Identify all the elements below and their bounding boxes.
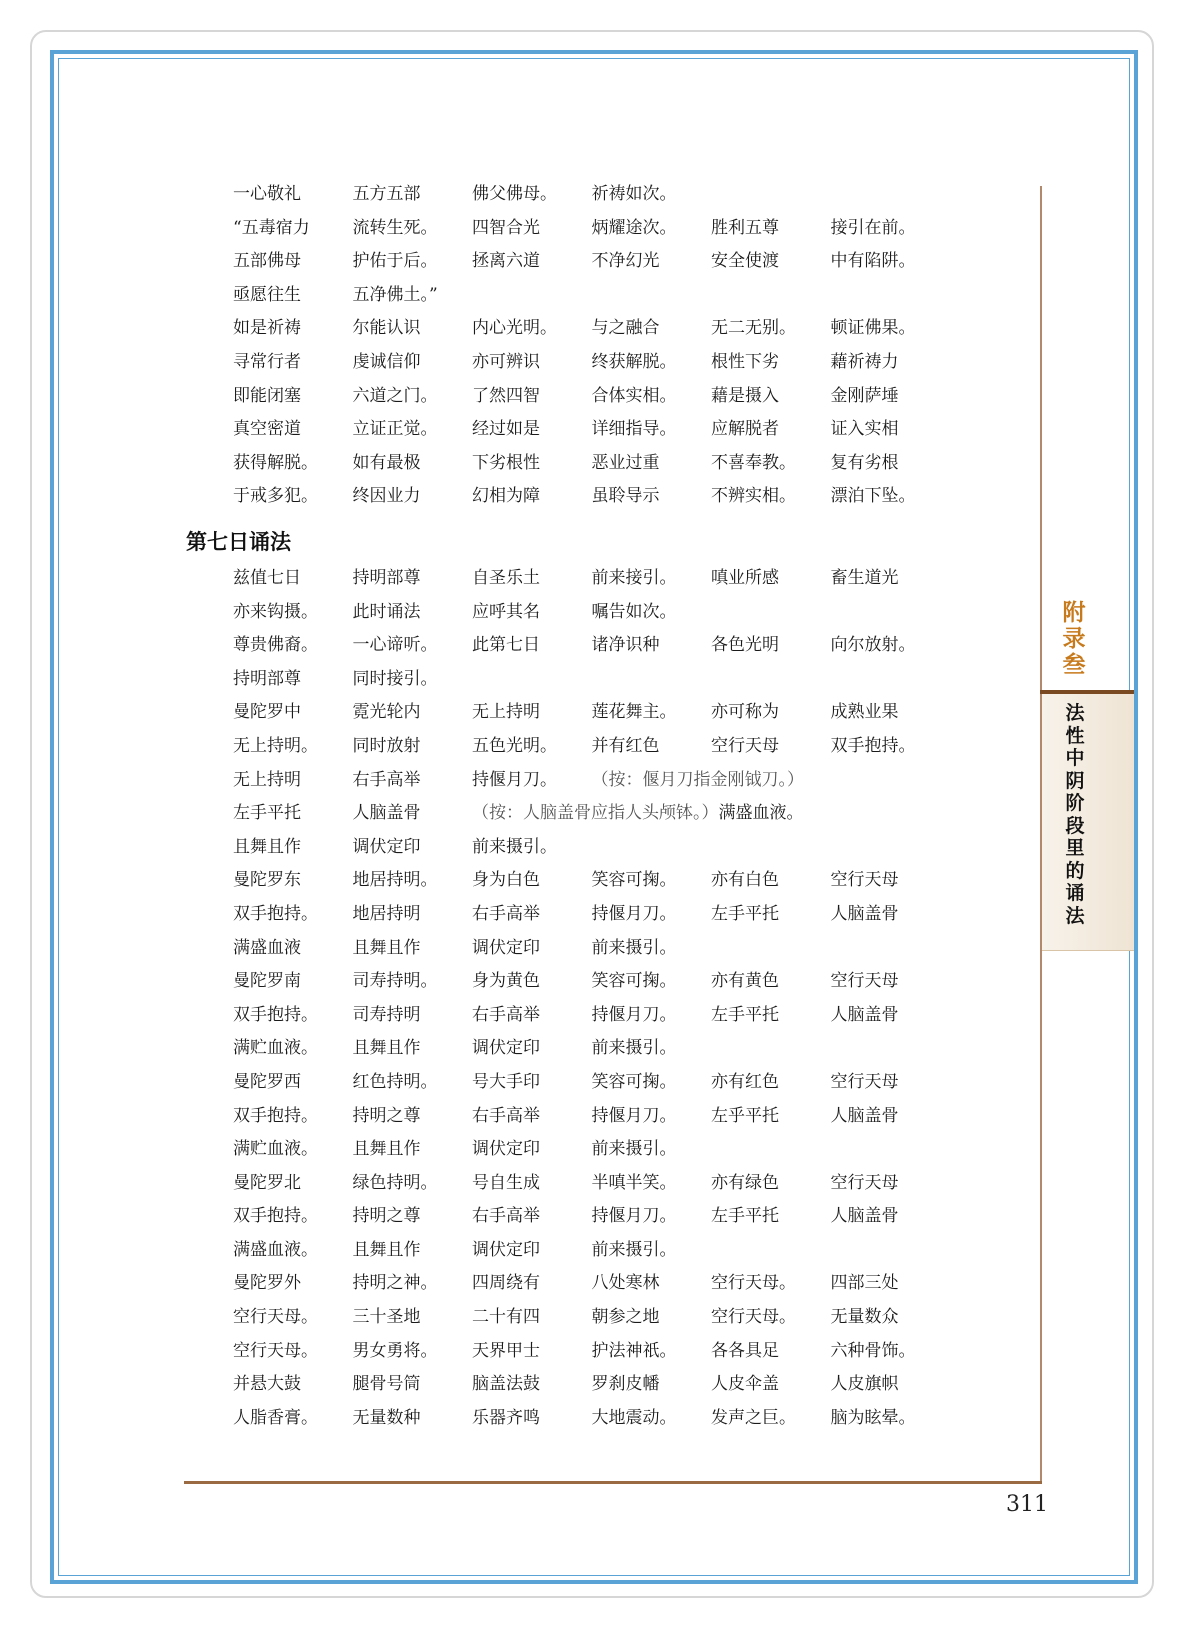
verse-phrase: 且舞且作 xyxy=(352,937,421,958)
verse-phrase: 流转生死。 xyxy=(352,217,438,238)
verse-phrase: 且舞且作 xyxy=(352,1239,421,1260)
verse-phrase: 曼陀罗中 xyxy=(233,702,301,723)
verse-line xyxy=(233,1032,953,1066)
verse-phrase: 四周绕有 xyxy=(472,1273,540,1294)
verse-phrase: 调伏定印 xyxy=(472,1038,540,1059)
verse-phrase: 不辨实相。 xyxy=(711,486,796,507)
verse-phrase: 人脑盖骨 xyxy=(830,1004,899,1025)
verse-phrase: 顿证佛果。 xyxy=(830,318,916,339)
verse-phrase: 调伏定印 xyxy=(472,1139,540,1160)
verse-phrase: 人脑盖骨 xyxy=(352,803,421,824)
verse-phrase: 合体实相。 xyxy=(591,385,677,406)
verse-phrase: 中有陷阱。 xyxy=(830,251,916,272)
verse-phrase: 自圣乐土 xyxy=(472,568,540,588)
verse-phrase: 右手高举 xyxy=(472,1105,540,1126)
verse-phrase: 恶业过重 xyxy=(591,452,660,473)
verse-phrase: 亦有黄色 xyxy=(711,971,779,992)
verse-phrase: 身为黄色 xyxy=(472,971,540,992)
verse-phrase: 天界甲士 xyxy=(472,1340,540,1361)
verse-phrase: 人脑盖骨 xyxy=(830,903,899,924)
verse-phrase: 虔诚信仰 xyxy=(352,351,421,372)
verse-phrase: 男女勇将。 xyxy=(352,1340,438,1361)
verse-phrase: 根性下劣 xyxy=(711,351,779,372)
verse-phrase: 地居持明。 xyxy=(352,870,438,891)
verse-phrase: 二十有四 xyxy=(472,1307,540,1328)
verse-phrase: 持偃月刀。 xyxy=(591,1206,677,1227)
verse-line xyxy=(233,596,953,630)
verse-phrase: 双手抱持。 xyxy=(233,1105,318,1126)
verse-line xyxy=(233,1335,953,1369)
verse-phrase: 右手高举 xyxy=(472,903,540,924)
verse-phrase: 人脑盖骨 xyxy=(830,1206,899,1227)
verse-phrase: 发声之巨。 xyxy=(711,1407,796,1428)
verse-line xyxy=(233,898,953,932)
verse-phrase: 此时诵法 xyxy=(352,601,421,622)
verse-phrase: 了然四智 xyxy=(472,385,540,406)
verse-phrase: 详细指导。 xyxy=(591,419,677,440)
verse-phrase: 人皮伞盖 xyxy=(711,1374,779,1395)
verse-phrase: 前来摄引。 xyxy=(591,937,677,958)
verse-phrase: 胜利五尊 xyxy=(711,217,779,238)
verse-line xyxy=(233,1267,953,1301)
verse-phrase: 嗔业所感 xyxy=(711,568,779,588)
verse-phrase: 八处寒林 xyxy=(591,1273,660,1294)
verse-phrase: 终获解脱。 xyxy=(591,351,677,372)
verse-phrase: 终因业力 xyxy=(352,486,421,507)
verse-line xyxy=(233,629,953,663)
page-number: 311 xyxy=(1006,1492,1048,1517)
verse-phrase: 满盛血液。 xyxy=(718,803,804,824)
verse-phrase: 亦来钩摄。 xyxy=(233,601,318,622)
verse-block-two xyxy=(233,562,953,1435)
verse-phrase: 应呼其名 xyxy=(472,601,540,622)
verse-phrase: 空行天母。 xyxy=(711,1307,796,1328)
verse-phrase: 证入实相 xyxy=(830,419,899,440)
appendix-label: 附录叁 xyxy=(1062,600,1086,678)
verse-phrase: 左手平托 xyxy=(233,803,301,824)
verse-phrase: 一心敬礼 xyxy=(233,184,301,204)
verse-line xyxy=(233,764,953,798)
verse-phrase: 此第七日 xyxy=(472,635,540,656)
verse-phrase: “五毒宿力 xyxy=(233,217,310,238)
verse-phrase: 笑容可掬。 xyxy=(591,971,677,992)
verse-phrase: 内心光明。 xyxy=(472,318,557,339)
verse-phrase: 幻相为障 xyxy=(472,486,540,507)
bottom-rule xyxy=(184,1481,1042,1484)
verse-phrase: 亦有红色 xyxy=(711,1071,779,1092)
verse-phrase: 五净佛土。” xyxy=(352,284,438,305)
verse-phrase: 六种骨饰。 xyxy=(830,1340,916,1361)
verse-line xyxy=(233,212,953,246)
verse-phrase: 佛父佛母。 xyxy=(472,184,557,204)
verse-phrase: 护佑于后。 xyxy=(352,251,438,272)
verse-line xyxy=(233,864,953,898)
verse-phrase: 右手高举 xyxy=(472,1004,540,1025)
verse-phrase: 真空密道 xyxy=(233,419,301,440)
verse-phrase: 调伏定印 xyxy=(472,1239,540,1260)
verse-phrase: 持明部尊 xyxy=(233,668,301,689)
verse-phrase: 绿色持明。 xyxy=(352,1172,438,1193)
verse-line xyxy=(233,1100,953,1134)
verse-phrase: 空行天母 xyxy=(711,735,779,756)
verse-phrase: 持明之尊 xyxy=(352,1105,421,1126)
verse-phrase: 祈祷如次。 xyxy=(591,184,677,204)
verse-line xyxy=(233,245,953,279)
verse-phrase: 调伏定印 xyxy=(352,836,421,857)
verse-phrase: 亦可辨识 xyxy=(472,351,540,372)
verse-phrase: 立证正觉。 xyxy=(352,419,438,440)
verse-phrase: 右手高举 xyxy=(472,1206,540,1227)
verse-phrase: 一心谛听。 xyxy=(352,635,438,656)
verse-phrase: 畜生道光 xyxy=(830,568,899,588)
verse-phrase: 且舞且作 xyxy=(352,1139,421,1160)
verse-phrase: 同时接引。 xyxy=(352,668,438,689)
verse-phrase: 三十圣地 xyxy=(352,1307,421,1328)
verse-phrase: 持偃月刀。 xyxy=(472,769,557,790)
verse-phrase: 持偃月刀。 xyxy=(591,1004,677,1025)
verse-line xyxy=(233,1167,953,1201)
verse-phrase: 大地震动。 xyxy=(591,1407,677,1428)
verse-phrase: 亦可称为 xyxy=(711,702,779,723)
verse-phrase: 接引在前。 xyxy=(830,217,916,238)
verse-phrase: 获得解脱。 xyxy=(233,452,318,473)
verse-phrase: 满盛血液 xyxy=(233,937,301,958)
verse-phrase: 无量数种 xyxy=(352,1407,421,1428)
verse-phrase: 与之融合 xyxy=(591,318,660,339)
verse-phrase: 持明之神。 xyxy=(352,1273,438,1294)
verse-line xyxy=(233,965,953,999)
verse-phrase: 人脂香膏。 xyxy=(233,1407,318,1428)
verse-phrase: 双手抱持。 xyxy=(233,1206,318,1227)
verse-line xyxy=(233,797,953,831)
verse-phrase: 各色光明 xyxy=(711,635,779,656)
verse-phrase: 拯离六道 xyxy=(472,251,540,272)
verse-phrase: 不喜奉教。 xyxy=(711,452,796,473)
annotation-note: （按：偃月刀指金刚钺刀。） xyxy=(591,769,804,790)
verse-phrase: 四智合光 xyxy=(472,217,540,238)
verse-phrase: 身为白色 xyxy=(472,870,540,891)
verse-phrase: 安全使渡 xyxy=(711,251,779,272)
verse-phrase: 并悬大鼓 xyxy=(233,1374,301,1395)
verse-phrase: 五部佛母 xyxy=(233,251,301,272)
verse-phrase: 曼陀罗东 xyxy=(233,870,301,891)
verse-phrase: 左手平托 xyxy=(711,1206,779,1227)
verse-line xyxy=(233,1234,953,1268)
verse-phrase: 曼陀罗外 xyxy=(233,1273,301,1294)
verse-line xyxy=(233,380,953,414)
verse-phrase: 腿骨号筒 xyxy=(352,1374,421,1395)
verse-phrase: 如有最极 xyxy=(352,452,421,473)
verse-phrase: 五方五部 xyxy=(352,184,421,204)
verse-phrase: 前来摄引。 xyxy=(591,1239,677,1260)
verse-block-one xyxy=(233,178,953,514)
verse-phrase: 不净幻光 xyxy=(591,251,660,272)
verse-line xyxy=(233,932,953,966)
verse-phrase: 右手高举 xyxy=(352,769,421,790)
verse-line xyxy=(233,279,953,313)
verse-phrase: 炳耀途次。 xyxy=(591,217,677,238)
verse-phrase: 前来摄引。 xyxy=(591,1139,677,1160)
verse-phrase: 人脑盖骨 xyxy=(830,1105,899,1126)
verse-phrase: 并有红色 xyxy=(591,735,660,756)
section-heading: 第七日诵法 xyxy=(186,530,291,554)
verse-line xyxy=(233,696,953,730)
verse-line xyxy=(233,831,953,865)
verse-line xyxy=(233,562,953,596)
verse-phrase: 空行天母。 xyxy=(233,1307,318,1328)
verse-phrase: 于戒多犯。 xyxy=(233,486,318,507)
verse-phrase: 莲花舞主。 xyxy=(591,702,677,723)
verse-phrase: 人皮旗帜 xyxy=(830,1374,899,1395)
verse-phrase: 笑容可掬。 xyxy=(591,870,677,891)
verse-phrase: 调伏定印 xyxy=(472,937,540,958)
chapter-title: 法性中阴阶段里的诵法 xyxy=(1065,702,1085,927)
verse-phrase: 金刚萨埵 xyxy=(830,385,899,406)
verse-line xyxy=(233,1402,953,1436)
verse-phrase: 经过如是 xyxy=(472,419,540,440)
verse-phrase: 脑为眩晕。 xyxy=(830,1407,916,1428)
verse-phrase: 红色持明。 xyxy=(352,1071,438,1092)
verse-phrase: 亦有白色 xyxy=(711,870,779,891)
verse-phrase: 司寿持明。 xyxy=(352,971,438,992)
verse-phrase: 向尔放射。 xyxy=(830,635,916,656)
verse-phrase: 空行天母。 xyxy=(711,1273,796,1294)
annotation-note: （按：人脑盖骨应指人头颅钵。） xyxy=(472,803,719,824)
verse-phrase: 各各具足 xyxy=(711,1340,779,1361)
verse-phrase: 满盛血液。 xyxy=(233,1239,318,1260)
verse-phrase: 空行天母 xyxy=(830,971,899,992)
verse-phrase: 五色光明。 xyxy=(472,735,557,756)
verse-phrase: 地居持明 xyxy=(352,903,421,924)
chapter-tab xyxy=(1042,694,1134,951)
verse-phrase: 持明部尊 xyxy=(352,568,421,588)
verse-line xyxy=(233,413,953,447)
verse-phrase: 寻常行者 xyxy=(233,351,301,372)
verse-phrase: 无上持明。 xyxy=(233,735,318,756)
verse-phrase: 且舞且作 xyxy=(233,836,301,857)
verse-phrase: 左乎平托 xyxy=(711,1105,779,1126)
verse-line xyxy=(233,1133,953,1167)
verse-phrase: 空行天母 xyxy=(830,1071,899,1092)
verse-phrase: 空行天母 xyxy=(830,1172,899,1193)
verse-line xyxy=(233,1301,953,1335)
verse-line xyxy=(233,1368,953,1402)
verse-phrase: 司寿持明 xyxy=(352,1004,421,1025)
verse-phrase: 满贮血液。 xyxy=(233,1139,318,1160)
verse-phrase: 如是祈祷 xyxy=(233,318,301,339)
verse-phrase: 满贮血液。 xyxy=(233,1038,318,1059)
verse-line xyxy=(233,312,953,346)
verse-phrase: 曼陀罗南 xyxy=(233,971,301,992)
verse-phrase: 左手平托 xyxy=(711,903,779,924)
verse-phrase: 藉祈祷力 xyxy=(830,351,899,372)
verse-phrase: 即能闭塞 xyxy=(233,385,301,406)
verse-phrase: 虽聆导示 xyxy=(591,486,660,507)
verse-phrase: 复有劣根 xyxy=(830,452,899,473)
verse-phrase: 朝参之地 xyxy=(591,1307,660,1328)
verse-phrase: 前来摄引。 xyxy=(472,836,557,857)
verse-phrase: 号自生成 xyxy=(472,1172,540,1193)
verse-phrase: 持明之尊 xyxy=(352,1206,421,1227)
verse-phrase: 亦有绿色 xyxy=(711,1172,779,1193)
verse-line xyxy=(233,178,953,212)
verse-phrase: 应解脱者 xyxy=(711,419,779,440)
verse-phrase: 尊贵佛裔。 xyxy=(233,635,318,656)
verse-phrase: 亟愿往生 xyxy=(233,284,301,305)
verse-phrase: 藉是摄入 xyxy=(711,385,779,406)
verse-line xyxy=(233,480,953,514)
verse-phrase: 空行天母。 xyxy=(233,1340,318,1361)
verse-phrase: 乐器齐鸣 xyxy=(472,1407,540,1428)
verse-phrase: 前来摄引。 xyxy=(591,1038,677,1059)
verse-phrase: 诸净识种 xyxy=(591,635,660,656)
verse-phrase: 持偃月刀。 xyxy=(591,903,677,924)
verse-line xyxy=(233,447,953,481)
verse-line xyxy=(233,346,953,380)
verse-phrase: 下劣根性 xyxy=(472,452,540,473)
verse-line xyxy=(233,663,953,697)
verse-phrase: 同时放射 xyxy=(352,735,421,756)
verse-phrase: 左手平托 xyxy=(711,1004,779,1025)
verse-phrase: 且舞且作 xyxy=(352,1038,421,1059)
verse-phrase: 脑盖法鼓 xyxy=(472,1374,540,1395)
verse-line xyxy=(233,1066,953,1100)
verse-phrase: 双手抱持。 xyxy=(233,1004,318,1025)
verse-phrase: 曼陀罗西 xyxy=(233,1071,301,1092)
verse-phrase: 号大手印 xyxy=(472,1071,540,1092)
verse-phrase: 双手抱持。 xyxy=(233,903,318,924)
verse-phrase: 无量数众 xyxy=(830,1307,899,1328)
verse-phrase: 无上持明 xyxy=(472,702,540,723)
verse-line xyxy=(233,730,953,764)
verse-phrase: 成熟业果 xyxy=(830,702,899,723)
verse-line xyxy=(233,999,953,1033)
verse-phrase: 无二无别。 xyxy=(711,318,796,339)
verse-phrase: 空行天母 xyxy=(830,870,899,891)
verse-phrase: 前来接引。 xyxy=(591,568,677,588)
verse-phrase: 兹值七日 xyxy=(233,568,301,588)
verse-line xyxy=(233,1200,953,1234)
verse-phrase: 漂泊下坠。 xyxy=(830,486,916,507)
verse-phrase: 罗刹皮幡 xyxy=(591,1374,660,1395)
verse-phrase: 曼陀罗北 xyxy=(233,1172,301,1193)
verse-phrase: 双手抱持。 xyxy=(830,735,916,756)
verse-phrase: 四部三处 xyxy=(830,1273,899,1294)
verse-phrase: 笑容可掬。 xyxy=(591,1071,677,1092)
verse-phrase: 持偃月刀。 xyxy=(591,1105,677,1126)
verse-phrase: 护法神祇。 xyxy=(591,1340,677,1361)
verse-phrase: 半嗔半笑。 xyxy=(591,1172,677,1193)
verse-phrase: 嘱告如次。 xyxy=(591,601,677,622)
verse-phrase: 霓光轮内 xyxy=(352,702,421,723)
verse-phrase: 尔能认识 xyxy=(352,318,421,339)
verse-phrase: 六道之门。 xyxy=(352,385,438,406)
verse-phrase: 无上持明 xyxy=(233,769,301,790)
